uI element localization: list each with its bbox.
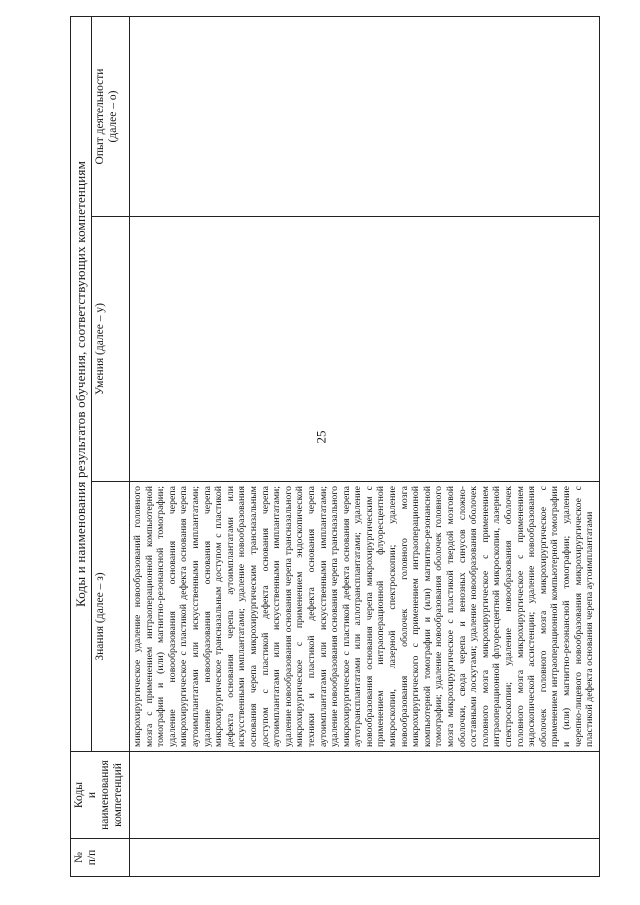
cell-competence-codes [130, 752, 600, 839]
header-knowledge: Знания (далее – з) [92, 482, 130, 752]
table-row [130, 16, 600, 876]
cell-number [130, 839, 600, 877]
rotated-page-content [70, 17, 600, 877]
competencies-table [70, 16, 600, 877]
cell-knowledge: микрохирургическое удаление новообразований головного мозга с применением интраоперационной компьютерной томографии и (или) магнитно-резонансной томографии; удаление новообразования основания черепа микрохирургическое с пластикой дефекта основания черепа аутоимплантатами или искусственными имплантатами; удаление новообразования основания черепа микрохирургическое трансназальным доступом с пластикой дефекта основания черепа аутоимплантатами или искусственными имплантатами; удаление новообразования основания черепа микрохирургическим трансназальным доступом с пластикой дефекта основания черепа аутоимплантатами или искусственными имплантатами; удаление новообразования основания черепа трансназального микрохирургическое с применением эндоскопической техники и пластикой дефекта основания черепа аутоимплантатами или искусственными имплантатами; удаление новообразования основания черепа трансназального микрохирургическое с пластикой дефекта основания черепа аутотрансплантатами или аллотрансплантатами; удаление новообразования основания черепа микрохирургическим с применением интраоперационной флуоресцентной микроскопии, лазерной спектроскопии; удаление новообразования оболочек головного мозга микрохирургического с применением интраоперационной компьютерной томографии и (или) магнитно-резонансной томографии; удаление новообразования оболочек головного мозга микрохирургическое с пластикой твердой мозговой оболочки, свода черепа и венозных синусов сложно-составными лоскутами; удаление новообразования оболочек головного мозга микрохирургическое с применением интраоперационной флуоресцентной микроскопии, лазерной спектроскопии; удаление новообразования оболочек головного мозга микрохирургическое с применением эндоскопической ассистенции; удаление новообразования оболочек головного мозга микрохирургическое с применением интраоперационной компьютерной томографии и (или) магнитно-резонансной томографии; удаление черепно-лицевого новообразования микрохирургическое с пластикой дефекта основания черепа аутоимплантатами [130, 482, 600, 752]
header-learning-outcomes: Коды и наименования результатов обучения, соответствующих компетенциям [71, 16, 92, 751]
header-skills: Умения (далее – у) [92, 217, 130, 482]
page-number: 25 [313, 430, 329, 444]
cell-skills [130, 217, 600, 482]
cell-experience [130, 16, 600, 216]
header-number: № п/п [71, 839, 130, 877]
header-experience: Опыт деятельности (далее – о) [92, 16, 130, 216]
header-competence-codes: Коды и наименования компетенций [71, 752, 130, 839]
